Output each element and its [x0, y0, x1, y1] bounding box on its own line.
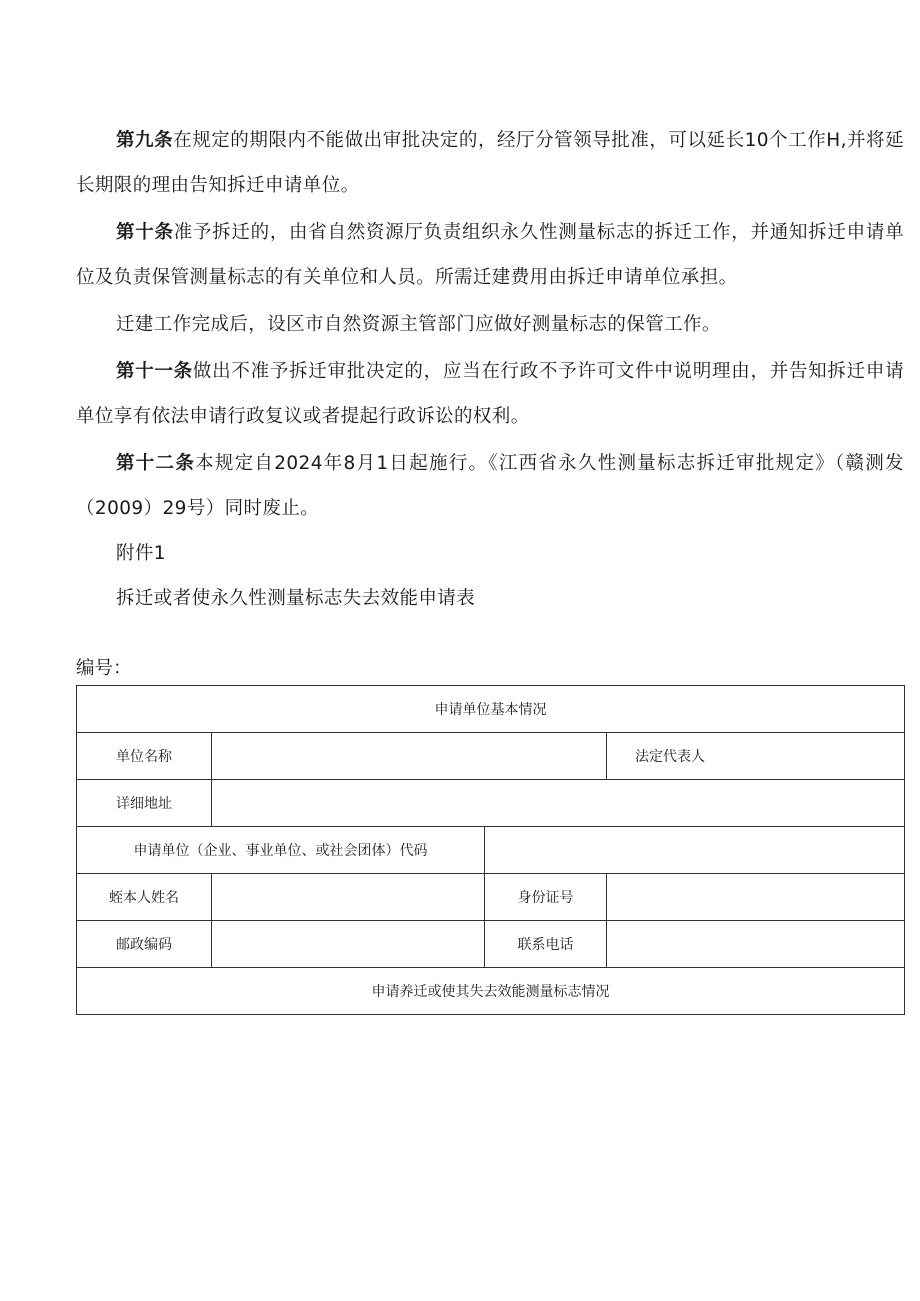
article-10-continued	[76, 302, 904, 347]
section-marker-info-header: 申请养迁或使其失去效能测量标志情况	[77, 968, 905, 1015]
article-number: 第十二条	[116, 453, 196, 474]
article-text: 本规定自2024年8月1日起施行。《江西省永久性测量标志拆迁审批规定》（赣测发（2009）29号）同时废止。	[76, 453, 904, 519]
table-row	[77, 686, 905, 733]
org-code-label: 申请单位（企业、事业单位、或社会团体）代码	[77, 827, 485, 874]
table-row	[77, 874, 905, 921]
application-form-table	[76, 685, 905, 1015]
article-10	[76, 210, 904, 300]
article-number: 第十条	[116, 222, 174, 243]
article-9	[76, 118, 904, 208]
article-text: 在规定的期限内不能做出审批决定的，经厅分管领导批准，可以延长10个工作H,并将延长期限的理由告知拆迁申请单位。	[76, 130, 904, 196]
section-basic-info-header: 申请单位基本情况	[77, 686, 905, 733]
article-11	[76, 349, 904, 439]
serial-number-label: 编号：	[76, 658, 132, 679]
attachment-label: 附件1	[116, 543, 166, 564]
unit-name-label: 单位名称	[77, 733, 212, 780]
handler-name-label: 蛭本人姓名	[77, 874, 212, 921]
address-label: 详细地址	[77, 780, 212, 827]
article-number: 第九条	[116, 130, 174, 151]
id-number-label: 身份证号	[485, 874, 607, 921]
handler-name-field[interactable]	[212, 874, 485, 921]
article-number: 第十一条	[116, 361, 193, 382]
phone-field[interactable]	[607, 921, 905, 968]
document-body	[76, 118, 904, 621]
id-number-field[interactable]	[607, 874, 905, 921]
table-row	[77, 827, 905, 874]
table-row	[77, 780, 905, 827]
article-text: 迁建工作完成后，设区市自然资源主管部门应做好测量标志的保管工作。	[116, 314, 721, 335]
address-field[interactable]	[212, 780, 905, 827]
postal-code-field[interactable]	[212, 921, 485, 968]
table-row	[77, 921, 905, 968]
article-text: 做出不准予拆迁审批决定的，应当在行政不予许可文件中说明理由，并告知拆迁申请单位享有依法申请行政复议或者提起行政诉讼的权利。	[76, 361, 904, 427]
legal-rep-label: 法定代表人	[607, 733, 905, 780]
article-text: 准予拆迁的，由省自然资源厅负责组织永久性测量标志的拆迁工作，并通知拆迁申请单位及负责保管测量标志的有关单位和人员。所需迁建费用由拆迁申请单位承担。	[76, 222, 904, 288]
postal-code-label: 邮政编码	[77, 921, 212, 968]
unit-name-field[interactable]	[212, 733, 607, 780]
article-12	[76, 441, 904, 531]
table-row	[77, 733, 905, 780]
phone-label: 联系电话	[485, 921, 607, 968]
table-row	[77, 968, 905, 1015]
attachment-title: 拆迁或者使永久性测量标志失去效能申请表	[116, 588, 476, 609]
org-code-field[interactable]	[485, 827, 905, 874]
